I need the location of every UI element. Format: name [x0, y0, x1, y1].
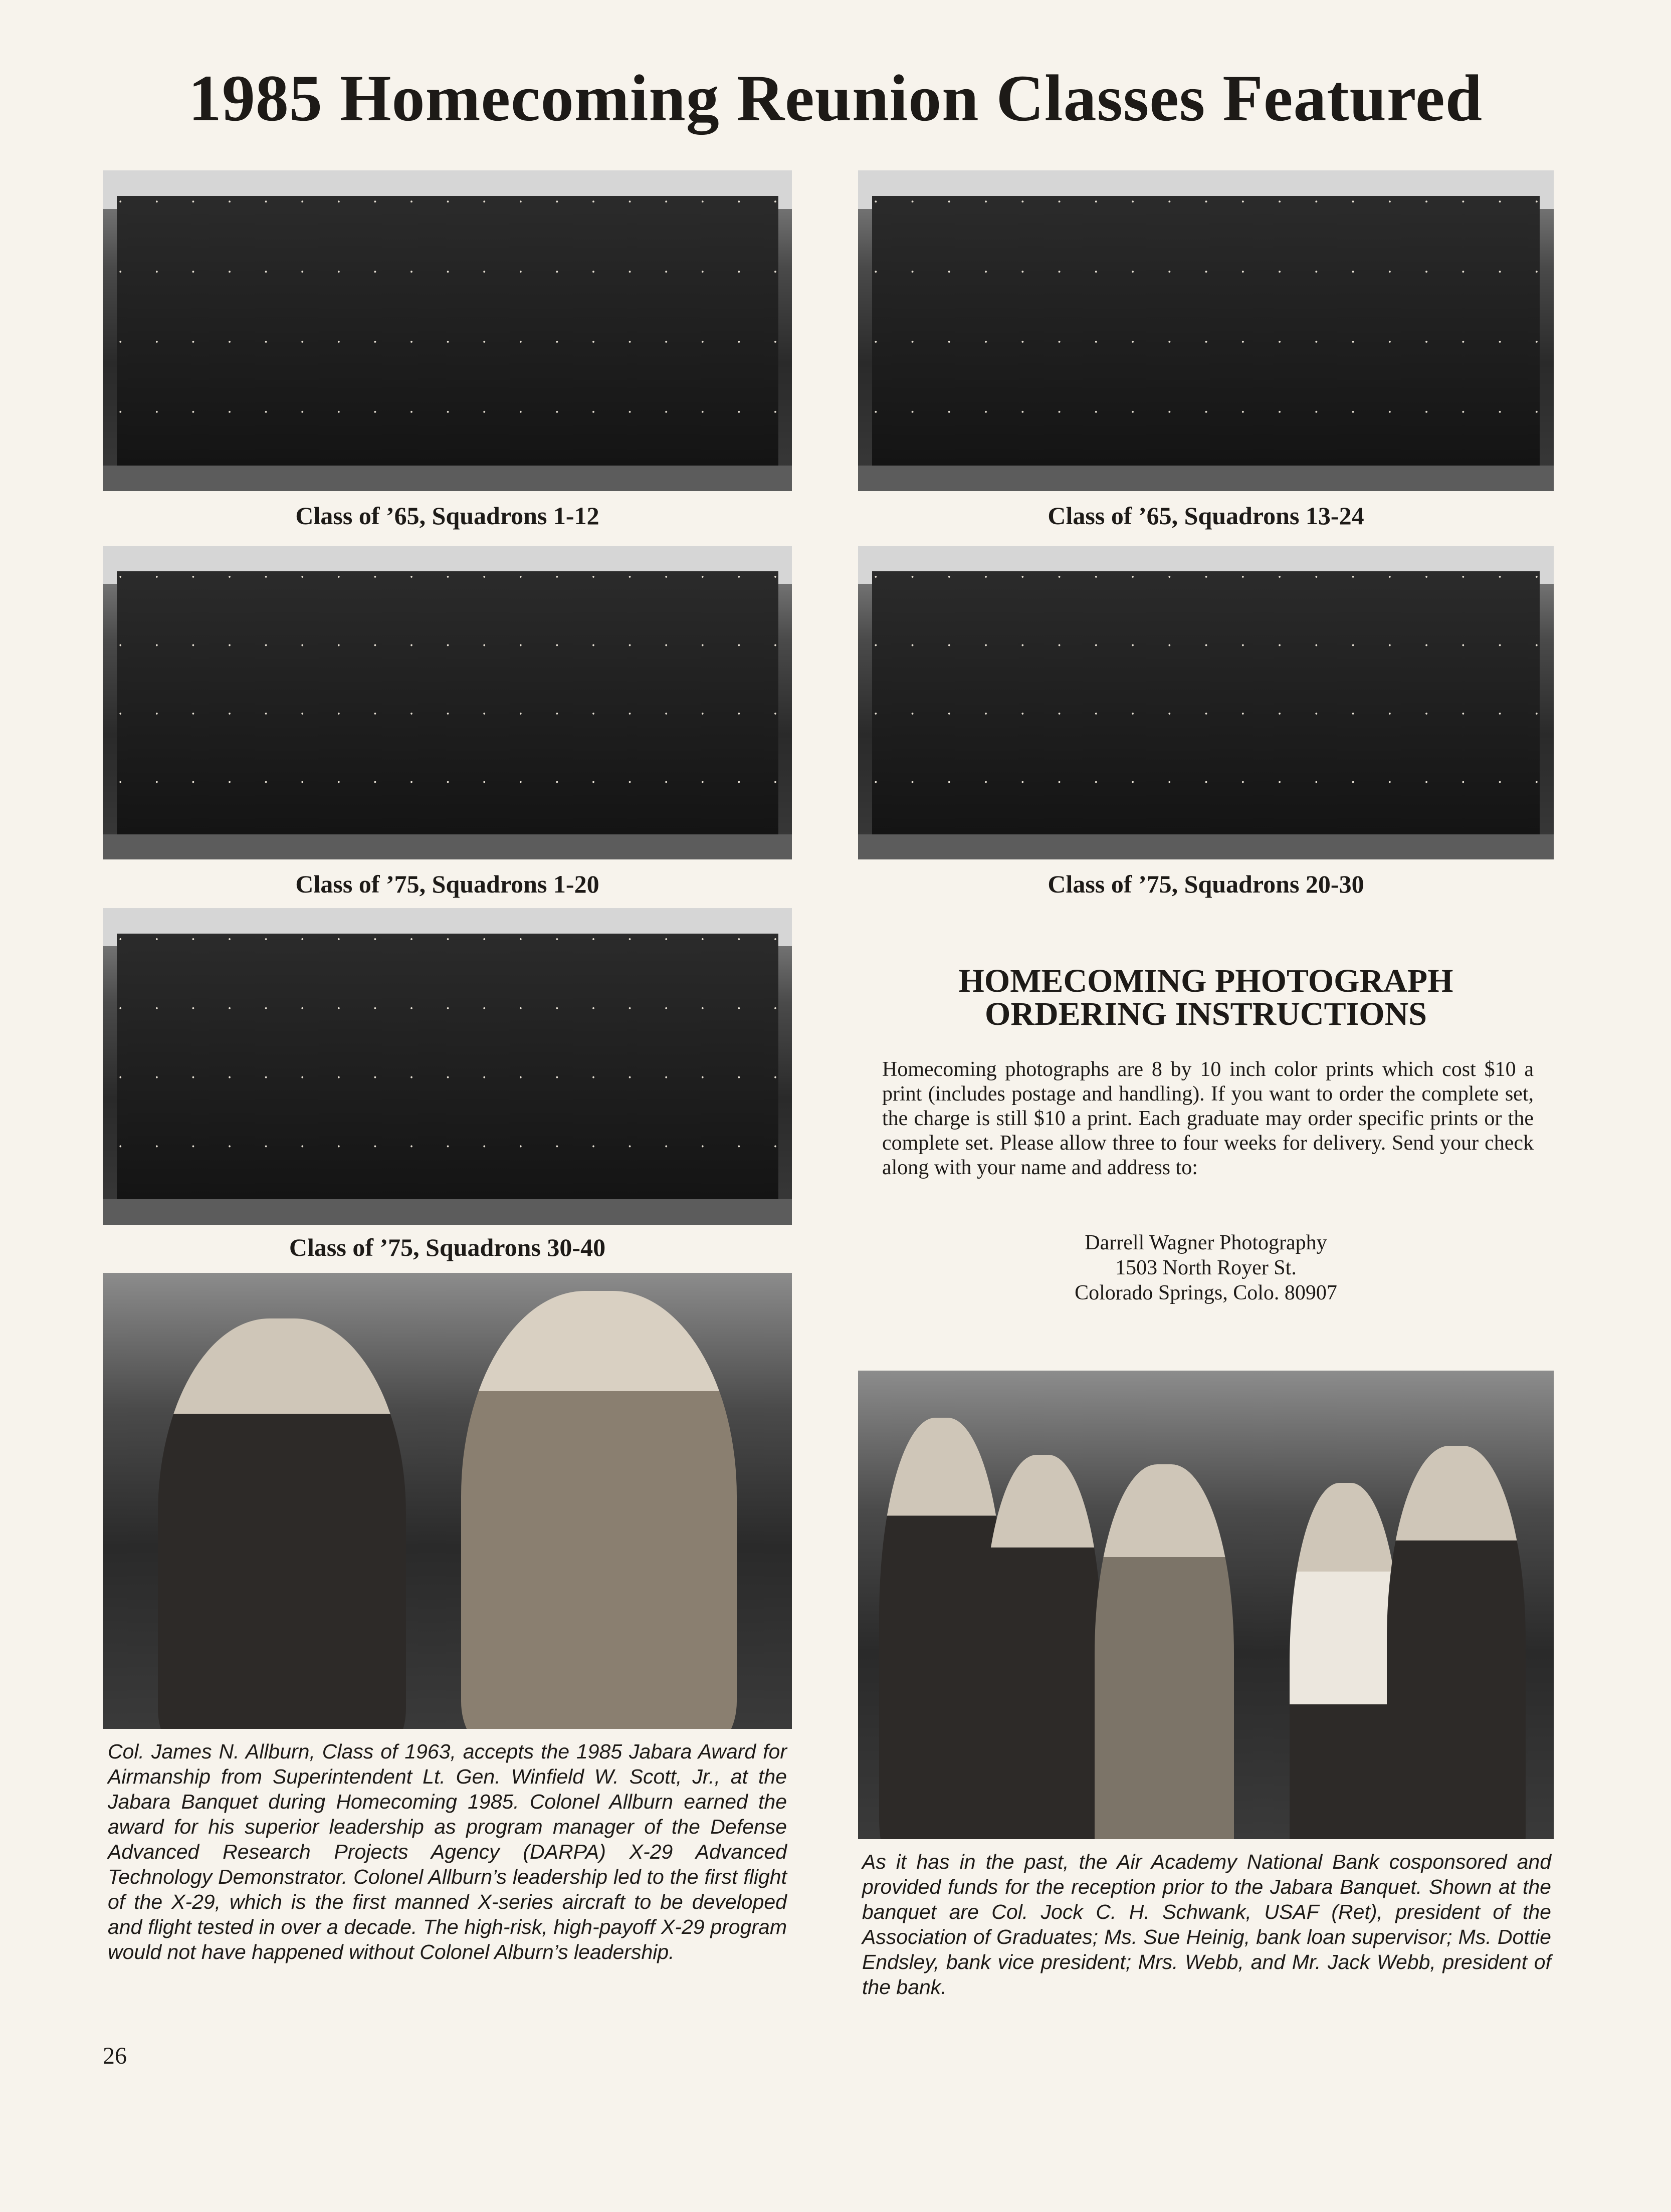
address-line: Colorado Springs, Colo. 80907 [1075, 1281, 1337, 1304]
page-number: 26 [103, 2043, 127, 2069]
address-line: Darrell Wagner Photography [1085, 1231, 1327, 1254]
group-photo-65-1-12 [103, 170, 792, 491]
banquet-caption: As it has in the past, the Air Academy National Bank cosponsored and provided funds for the reception prior to the Jabara Banquet. Shown at the banquet are Col. Jock C. H. Schwank, USAF (Ret), president of the Association of Graduates; Ms. Sue Heinig, bank loan supervisor; Ms. Dottie Endsley, bank vice president; Mrs. Webb, and Mr. Jack Webb, president of the bank. [862, 1850, 1551, 1999]
photo-caption: Class of ’65, Squadrons 13-24 [1048, 502, 1364, 530]
address-line: 1503 North Royer St. [1115, 1256, 1297, 1279]
group-photo-75-20-30 [858, 546, 1554, 859]
group-photo-75-1-20 [103, 546, 792, 859]
award-caption: Col. James N. Allburn, Class of 1963, accepts the 1985 Jabara Award for Airmanship from Superintendent Lt. Gen. Winfield W. Scott, Jr., at the Jabara Banquet during Homecoming 1985. Colonel Allburn earned the award for his superior leadership as program manager of the Defense Advanced Research Projects Agency (DARPA) X-29 Advanced Technology Demonstrator. Colonel Allburn’s leadership led to the first flight of the X-29, which is the first manned X-series aircraft to be developed and flight tested in over a decade. The high-risk, high-payoff X-29 program would not have happened without Colonel Alburn’s leadership. [108, 1740, 787, 1963]
ordering-heading-line1: HOMECOMING PHOTOGRAPH [958, 963, 1453, 999]
photo-caption: Class of ’65, Squadrons 1-12 [295, 502, 599, 530]
ordering-body: Homecoming photographs are 8 by 10 inch color prints which cost $10 a print (includes postage and handling). If you want to order the complete set, the charge is still $10 a print. Each graduate may order specific prints or the complete set. Please allow three to four weeks for delivery. Send your check along with your name and address to: [882, 1058, 1534, 1179]
photo-caption: Class of ’75, Squadrons 30-40 [289, 1233, 606, 1261]
page-title: 1985 Homecoming Reunion Classes Featured [188, 61, 1483, 135]
ordering-heading-line2: ORDERING INSTRUCTIONS [984, 996, 1427, 1032]
ordering-heading [858, 965, 1554, 1031]
award-photo [103, 1273, 792, 1729]
ordering-address [858, 1230, 1554, 1305]
group-photo-75-30-40 [103, 908, 792, 1225]
group-photo-65-13-24 [858, 170, 1554, 491]
photo-caption: Class of ’75, Squadrons 1-20 [295, 870, 599, 898]
banquet-photo [858, 1371, 1554, 1839]
photo-caption: Class of ’75, Squadrons 20-30 [1048, 870, 1364, 898]
